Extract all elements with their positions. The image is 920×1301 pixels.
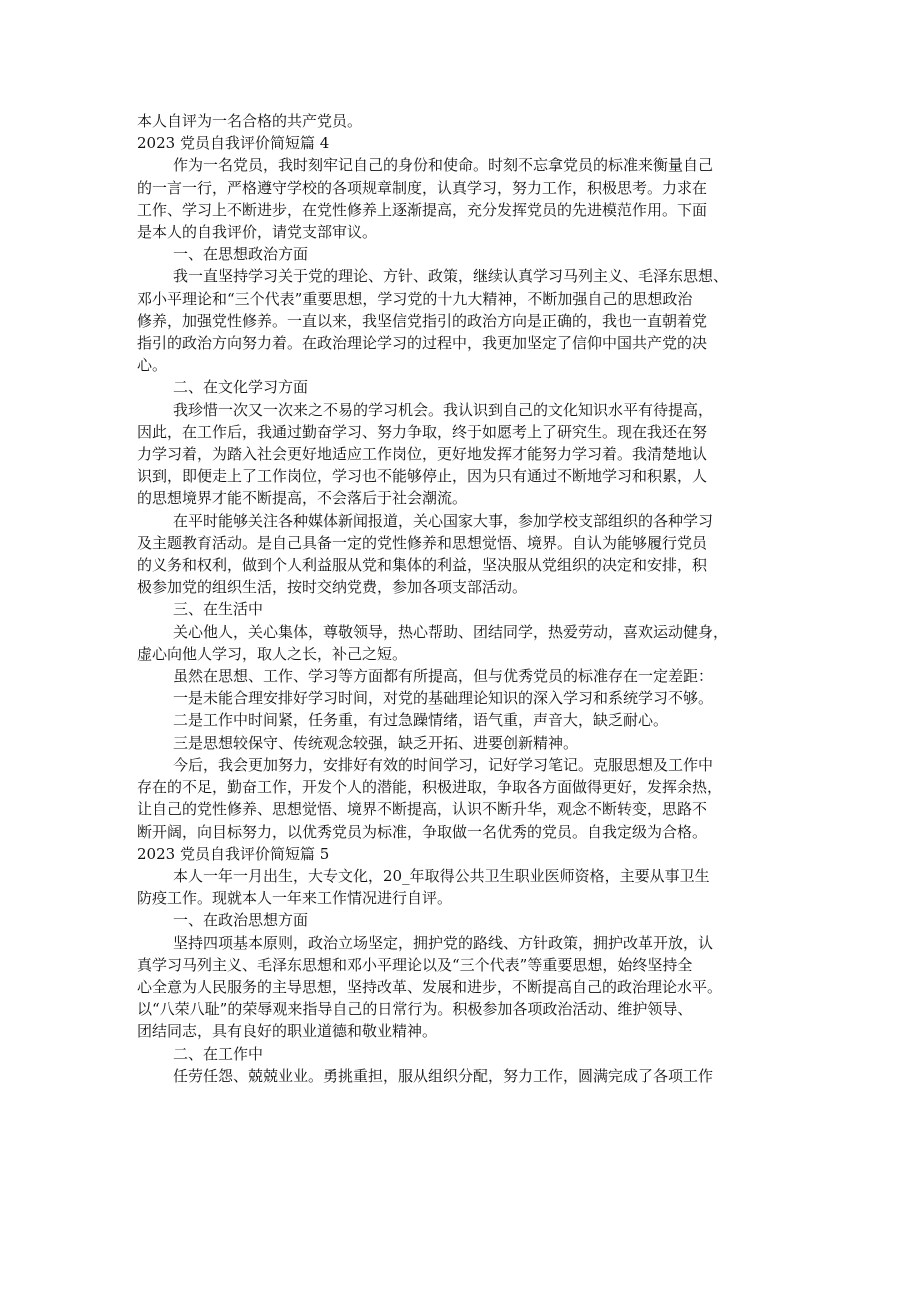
text-line: 在平时能够关注各种媒体新闻报道，关心国家大事，参加学校支部组织的各种学习 [173, 511, 714, 530]
text-line: 的义务和权利，做到个人利益服从党和集体的利益，坚决服从党组织的决定和安排，积 [137, 556, 708, 575]
text-line: 识到，即便走上了工作岗位，学习也不能够停止，因为只有通过不断地学习和积累，人 [137, 467, 708, 486]
document-body [137, 110, 797, 1087]
text-line: 我一直坚持学习关于党的理论、方针、政策，继续认真学习马列主义、毛泽东思想、 [173, 267, 729, 286]
text-line: 心。 [137, 356, 168, 375]
text-line: 二是工作中时间紧，任务重，有过急躁情绪，语气重，声音大，缺乏耐心。 [173, 711, 669, 730]
text-line: 极参加党的组织生活，按时交纳党费，参加各项支部活动。 [137, 578, 528, 597]
text-line: 工作、学习上不断进步，在党性修养上逐渐提高，充分发挥党员的先进模范作用。下面 [137, 200, 708, 219]
text-line: 一、在政治思想方面 [173, 911, 309, 930]
text-line: 虽然在思想、工作、学习等方面都有所提高，但与优秀党员的标准存在一定差距： [173, 667, 714, 686]
text-line: 防疫工作。现就本人一年来工作情况进行自评。 [137, 889, 453, 908]
text-line: 一是未能合理安排好学习时间，对党的基础理论知识的深入学习和系统学习不够。 [173, 689, 714, 708]
text-line: 关心他人，关心集体，尊敬领导，热心帮助、团结同学，热爱劳动，喜欢运动健身， [173, 622, 729, 641]
text-line: 2023 党员自我评价简短篇 5 [137, 844, 330, 863]
text-line: 我珍惜一次又一次来之不易的学习机会。我认识到自己的文化知识水平有待提高， [173, 400, 714, 419]
text-line: 邓小平理论和“三个代表”重要思想，学习党的十九大精神，不断加强自己的思想政治 [137, 289, 693, 308]
text-line: 心全意为人民服务的主导思想，坚持改革、发展和进步，不断提高自己的政治理论水平。 [137, 977, 723, 996]
text-line: 今后，我会更加努力，安排好有效的时间学习，记好学习笔记。克服思想及工作中 [173, 755, 714, 774]
text-line: 及主题教育活动。是自己具备一定的党性修养和思想觉悟、境界。自认为能够履行党员 [137, 533, 708, 552]
text-line: 虚心向他人学习，取人之长，补己之短。 [137, 644, 408, 663]
text-line: 本人一年一月出生，大专文化，20_年取得公共卫生职业医师资格，主要从事卫生 [173, 866, 710, 885]
text-line: 让自己的党性修养、思想觉悟、境界不断提高，认识不断升华，观念不断转变，思路不 [137, 800, 708, 819]
text-line: 指引的政治方向努力着。在政治理论学习的过程中，我更加坚定了信仰中国共产党的决 [137, 334, 708, 353]
text-line: 二、在文化学习方面 [173, 378, 309, 397]
text-line: 坚持四项基本原则，政治立场坚定，拥护党的路线、方针政策，拥护改革开放，认 [173, 933, 714, 952]
text-line: 的一言一行，严格遵守学校的各项规章制度，认真学习，努力工作，积极思考。力求在 [137, 178, 708, 197]
text-line: 力学习着，为踏入社会更好地适应工作岗位，更好地发挥才能努力学习着。我清楚地认 [137, 445, 708, 464]
text-line: 断开阔，向目标努力，以优秀党员为标准，争取做一名优秀的党员。自我定级为合格。 [137, 822, 708, 841]
text-line: 二、在工作中 [173, 1044, 264, 1063]
text-line: 团结同志，具有良好的职业道德和敬业精神。 [137, 1022, 438, 1041]
text-line: 作为一名党员，我时刻牢记自己的身份和使命。时刻不忘拿党员的标准来衡量自己 [173, 156, 714, 175]
text-line: 的思想境界才能不断提高，不会落后于社会潮流。 [137, 489, 468, 508]
text-line: 因此，在工作后，我通过勤奋学习、努力争取，终于如愿考上了研究生。现在我还在努 [137, 422, 708, 441]
text-line: 修养，加强党性修养。一直以来，我坚信党指引的政治方向是正确的，我也一直朝着党 [137, 311, 708, 330]
text-line: 真学习马列主义、毛泽东思想和邓小平理论以及“三个代表”等重要思想，始终坚持全 [137, 955, 693, 974]
text-line: 2023 党员自我评价简短篇 4 [137, 134, 330, 153]
text-line: 任劳任怨、兢兢业业。勇挑重担，服从组织分配，努力工作，圆满完成了各项工作 [173, 1066, 714, 1085]
text-line: 三、在生活中 [173, 600, 264, 619]
text-line: 以“八荣八耻”的荣辱观来指导自己的日常行为。积极参加各项政治活动、维护领导、 [137, 1000, 693, 1019]
text-line: 本人自评为一名合格的共产党员。 [137, 112, 363, 130]
text-line: 一、在思想政治方面 [173, 245, 309, 264]
text-line: 三是思想较保守、传统观念较强，缺乏开拓、进要创新精神。 [173, 733, 579, 752]
text-line: 存在的不足，勤奋工作，开发个人的潜能，积极进取，争取各方面做得更好，发挥余热， [137, 778, 723, 797]
text-line: 是本人的自我评价，请党支部审议。 [137, 223, 378, 242]
